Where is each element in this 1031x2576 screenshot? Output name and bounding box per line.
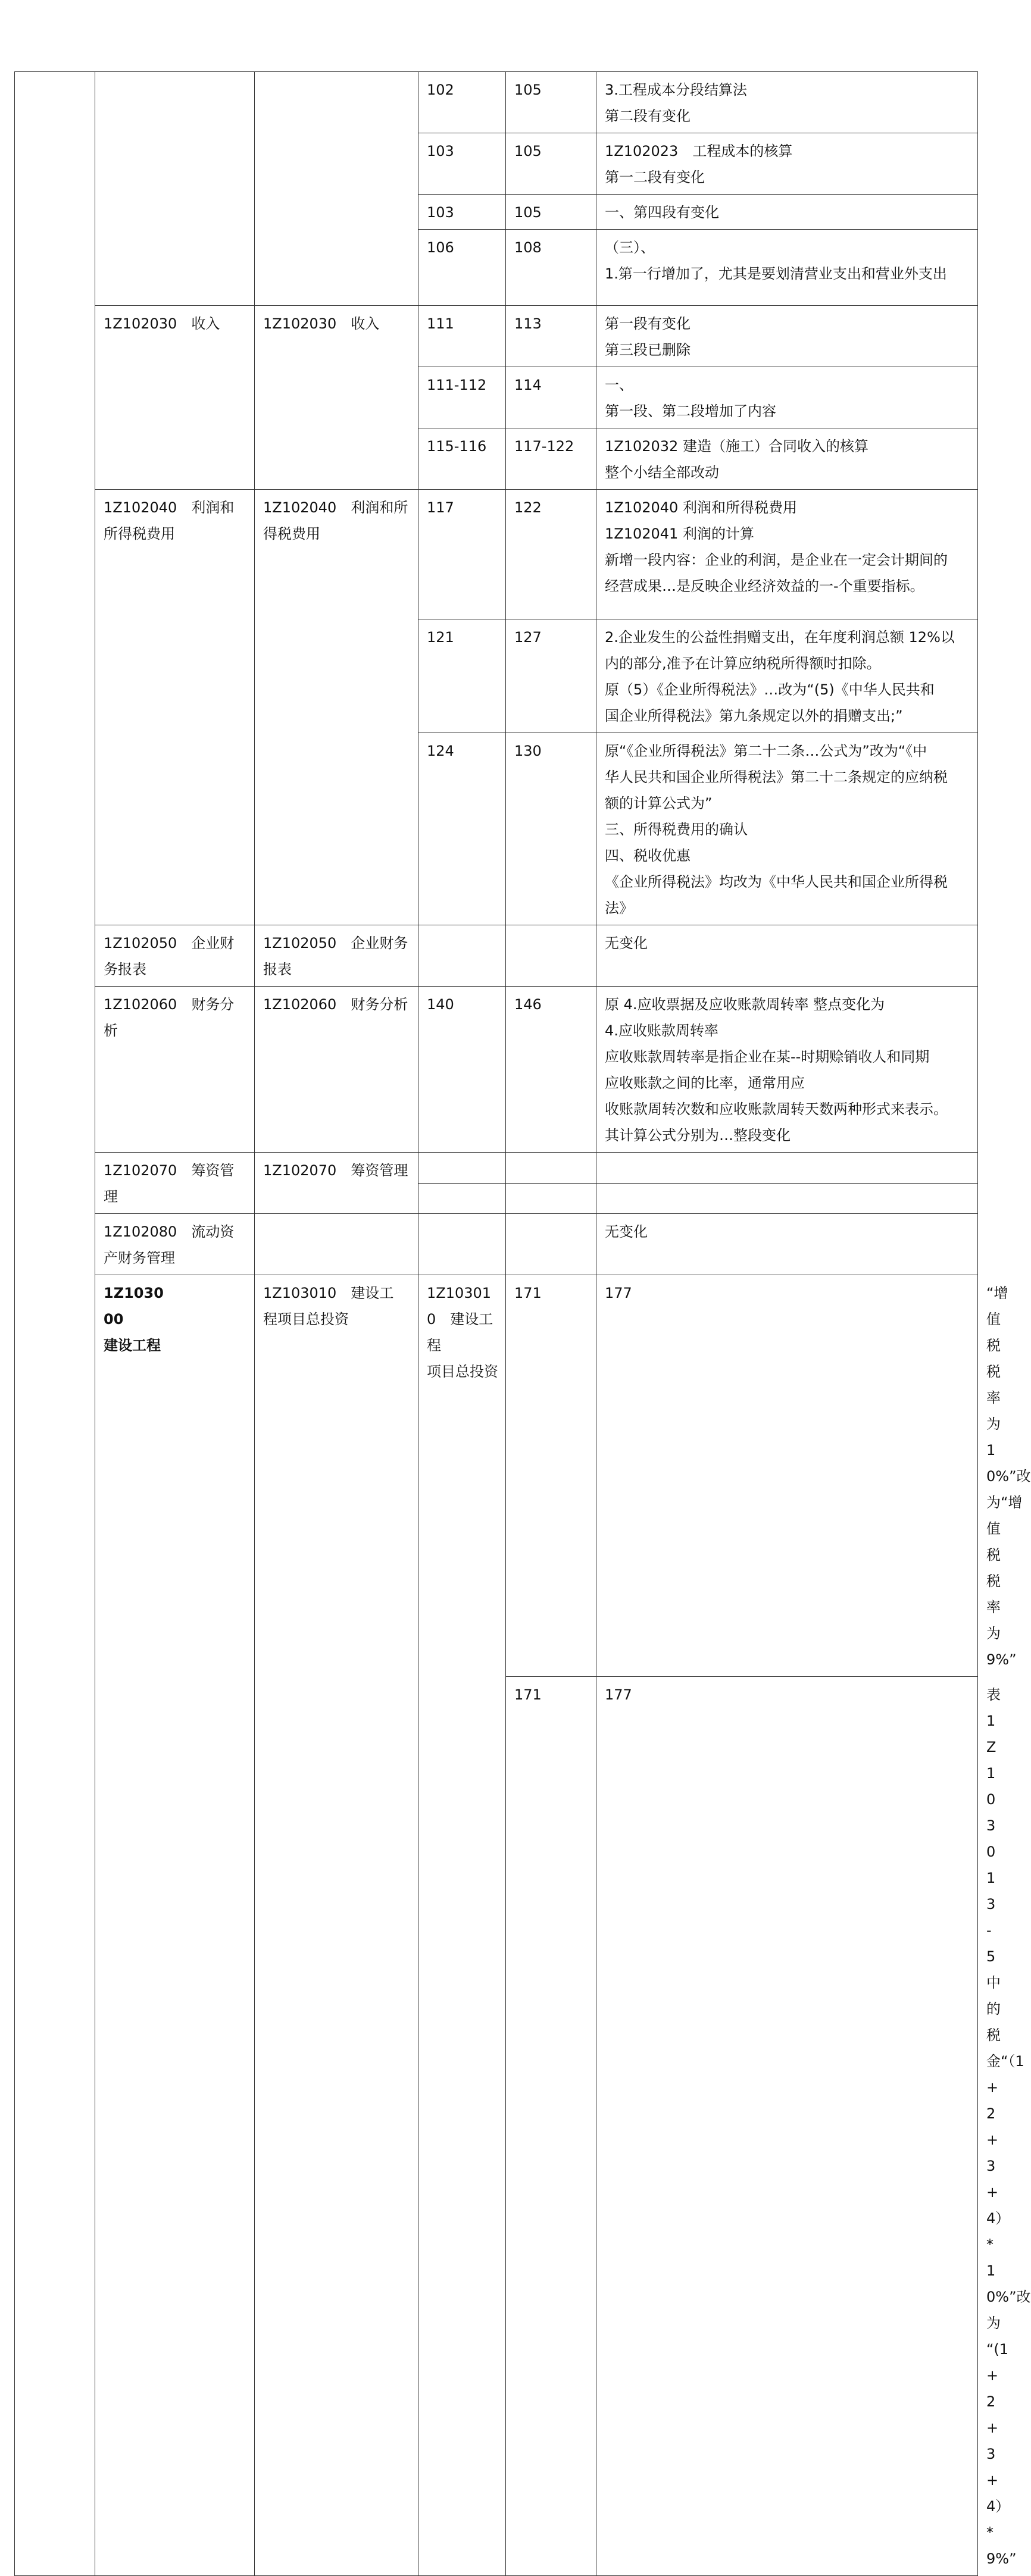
change-line: 收账款周转次数和应收账款周转天数两种形式来表示。 [605,1101,948,1118]
change-cell [596,133,978,195]
section-new-line: 项目总投资 [427,1363,498,1380]
change-cell [596,306,978,367]
change-cell [596,230,978,306]
table-body: 102 105 3.工程成本分段结算法 第二段有变化 103 105 1Z102023 工程成本的核算 第一二段有变化 103 105 一、第四段有变化 106 108 （三）、 1.第一行增加了，尤其是要划清营业支出和营业外支出 1Z102030 收入 1Z102030 收入 111 113 第一段有变化 第三段已删除 111-112 114 一、 第一段、第二段增加了内容 115-116 117-122 1Z102032 建造（施工）合同收入的核算 整个小结全部改动 1Z102040 利润和 所得税费用 1Z102040 利润和所 得税费用 117 122 1Z102040 利润和所得税费用 1Z102041 利润的计算 新增一段内容：企业的利润，是企业在一定会计期间的 经营成果…是反映企业经济效益的一-个重要指标。 121 127 2.企业发生的公益性捐赠支出，在年度利润总额 12%以 内的部分,准予在计算应纳税所得额时扣除。 原（5）《企业所得税法》…改为“(5)《中华人民共和 国企业所得税法》第九条规定以外的捐赠支出;” 124 130 原“《企业所得税法》第二十二条…公式为”改为“《中 华人民共和国企业所得税法》第二十二条规定的应纳税 额的计算公式为” 三、所得税费用的确认 四、税收优惠 《企业所得税法》均改为《中华人民共和国企业所得税 法》 1Z102050 企业财 务报表 1Z102050 企业财务 报表 无变化 1Z102060 财务分 析 1Z102060 财务分析 140 146 原 4.应收票据及应收账款周转率 整点变化为 4.应收账款周转率 应收账款周转率是指企业在某--时期赊销收人和同期 应收账款之间的比率，通常用应 收账款周转次数和应收账款周转天数两种形式来表示。 其计算公式分别为…整段变化 1Z102070 筹资管 理 1Z102070 筹资管理 1Z102080 流动资 产财务管理 无变化 1Z1030 00 建设工程 1Z103010 建设工 程项目总投资 1Z103010 建设工程 项目总投资 171 177 “增值税税率为 10%”改为“增值税税率为 9%” 171 177 表 1Z103013-5 中的税金“（1+2+3+4）*10%”改为 “(1+2+3+4）*9%” [15,72,978,2576]
section-old-cell [95,1153,255,1214]
section-new-cell [255,306,418,490]
section-old-cell [95,72,255,306]
section-old-line: 1Z102050 企业财 [104,935,235,951]
section-old-cell [95,925,255,987]
change-line: 华人民共和国企业所得税法》第二十二条规定的应纳税 [605,769,948,785]
old-page-cell [418,925,506,987]
old-page-cell: 103 [418,195,506,230]
section-new-line: 得税费用 [263,525,320,542]
new-page-cell: 146 [506,987,596,1153]
old-page-cell [418,1153,506,1184]
section-new-line: 1Z103010 建设工程 [427,1285,493,1354]
section-old-line: 1Z102030 收入 [104,315,220,332]
change-cell [596,1214,978,1275]
old-page-cell: 111-112 [418,367,506,428]
old-page-cell: 115-116 [418,428,506,490]
change-line: 第一段、第二段增加了内容 [605,403,776,420]
change-line: 应收账款之间的比率，通常用应 [605,1075,805,1091]
old-page-cell [418,1214,506,1275]
change-line: 内的部分,准予在计算应纳税所得额时扣除。 [605,655,881,672]
change-line: 原 4.应收票据及应收账款周转率 整点变化为 [605,996,885,1013]
section-new-cell [255,1153,418,1214]
new-page-cell [506,1214,596,1275]
section-new-cell [255,1214,418,1275]
change-line: 1Z102041 利润的计算 [605,525,754,542]
section-new-line: 1Z102050 企业财务 [263,935,408,951]
section-old-line: 产财务管理 [104,1250,175,1266]
new-page-cell: 113 [506,306,596,367]
section-new-line: 1Z102040 利润和所 [263,499,408,516]
section-new-line: 1Z102030 收入 [263,315,380,332]
old-page-cell: 121 [418,619,506,733]
new-page-cell: 105 [506,133,596,195]
old-page-cell: 117 [418,490,506,619]
old-page-cell: 171 [506,1677,596,2576]
change-line: 新增一段内容：企业的利润，是企业在一定会计期间的 [605,552,948,568]
section-old-cell [95,306,255,490]
section-old-line: 1Z102040 利润和 [104,499,235,516]
section-new-cell [255,72,418,306]
old-page-cell: 103 [418,133,506,195]
section-old-line: 1Z103010 建设工 [263,1285,394,1301]
new-page-cell: 122 [506,490,596,619]
section-new-line: 1Z102070 筹资管理 [263,1162,408,1179]
chapter-line: 00 [104,1311,124,1328]
change-line: 第一段有变化 [605,315,691,332]
section-new-line: 1Z102060 财务分析 [263,996,408,1013]
section-new-line: 报表 [263,961,292,978]
change-cell [596,733,978,925]
section-old-line: 析 [104,1022,118,1039]
change-line: 应收账款周转率是指企业在某--时期赊销收人和同期 [605,1048,930,1065]
change-line: 4.应收账款周转率 [605,1022,718,1039]
change-line: 1Z102023 工程成本的核算 [605,143,793,159]
new-page-cell: 108 [506,230,596,306]
old-page-cell [418,1183,506,1214]
section-old-line: 程项目总投资 [263,1311,349,1328]
section-old-line: 1Z102070 筹资管 [104,1162,235,1179]
old-page-cell: 102 [418,72,506,133]
change-line: 国企业所得税法》第九条规定以外的捐赠支出;” [605,708,903,724]
section-new-cell [255,490,418,925]
new-page-cell [506,1153,596,1184]
section-old-line: 理 [104,1188,118,1205]
change-line: 2.企业发生的公益性捐赠支出，在年度利润总额 12%以 [605,629,955,646]
change-comparison-table [14,71,1031,2576]
new-page-cell: 177 [596,1677,978,2576]
new-page-cell: 177 [596,1275,978,1677]
chapter-cell [95,1275,255,2576]
new-page-cell: 127 [506,619,596,733]
section-old-line: 1Z102060 财务分 [104,996,235,1013]
change-line: 原“《企业所得税法》第二十二条…公式为”改为“《中 [605,743,927,759]
change-cell [596,1183,978,1214]
section-new-cell [255,987,418,1153]
old-page-cell: 106 [418,230,506,306]
new-page-cell: 114 [506,367,596,428]
change-cell [596,195,978,230]
change-line: 整个小结全部改动 [605,464,719,481]
change-line: 原（5）《企业所得税法》…改为“(5)《中华人民共和 [605,681,935,698]
change-line: 额的计算公式为” [605,795,713,812]
change-line: 其计算公式分别为…整段变化 [605,1127,791,1144]
change-line: 1.第一行增加了，尤其是要划清营业支出和营业外支出 [605,265,947,282]
change-line: 法》 [605,900,633,916]
new-page-cell: 105 [506,195,596,230]
section-old-line: 所得税费用 [104,525,175,542]
change-line: 四、税收优惠 [605,847,691,864]
change-cell [596,925,978,987]
section-new-cell [418,1275,506,2576]
section-old-cell [95,490,255,925]
new-page-cell: 105 [506,72,596,133]
section-old-line: 1Z102080 流动资 [104,1223,235,1240]
change-line: 三、所得税费用的确认 [605,821,748,838]
change-line: 1Z102032 建造（施工）合同收入的核算 [605,438,868,455]
section-old-line: 务报表 [104,961,146,978]
change-line: （三）、 [605,239,655,256]
old-page-cell: 171 [506,1275,596,1677]
old-page-cell: 111 [418,306,506,367]
change-line: 1Z102040 利润和所得税费用 [605,499,797,516]
new-page-cell [506,1183,596,1214]
change-cell [596,367,978,428]
change-cell [596,619,978,733]
chapter-line: 建设工程 [104,1337,161,1354]
change-line: 一、 [605,377,633,393]
section-old-cell [95,1214,255,1275]
change-line: 经营成果…是反映企业经济效益的一-个重要指标。 [605,578,924,594]
section-old-cell [95,987,255,1153]
section-new-cell [255,925,418,987]
change-line: 3.工程成本分段结算法 [605,82,747,98]
change-line: 《企业所得税法》均改为《中华人民共和国企业所得税 [605,874,948,890]
change-cell [596,1153,978,1184]
old-page-cell: 140 [418,987,506,1153]
change-line: 无变化 [605,935,648,951]
change-line: 第一二段有变化 [605,169,705,186]
change-cell [596,428,978,490]
change-line: 第三段已删除 [605,342,691,358]
new-page-cell: 130 [506,733,596,925]
chapter-cell-1z102000 [15,72,95,2576]
chapter-line: 1Z1030 [104,1285,164,1301]
change-line: 第二段有变化 [605,108,691,124]
change-cell [596,490,978,619]
change-cell [596,987,978,1153]
change-line: 一、第四段有变化 [605,204,719,221]
change-cell [596,72,978,133]
new-page-cell [506,925,596,987]
old-page-cell: 124 [418,733,506,925]
new-page-cell: 117-122 [506,428,596,490]
section-old-cell [255,1275,418,2576]
change-line: 无变化 [605,1223,648,1240]
